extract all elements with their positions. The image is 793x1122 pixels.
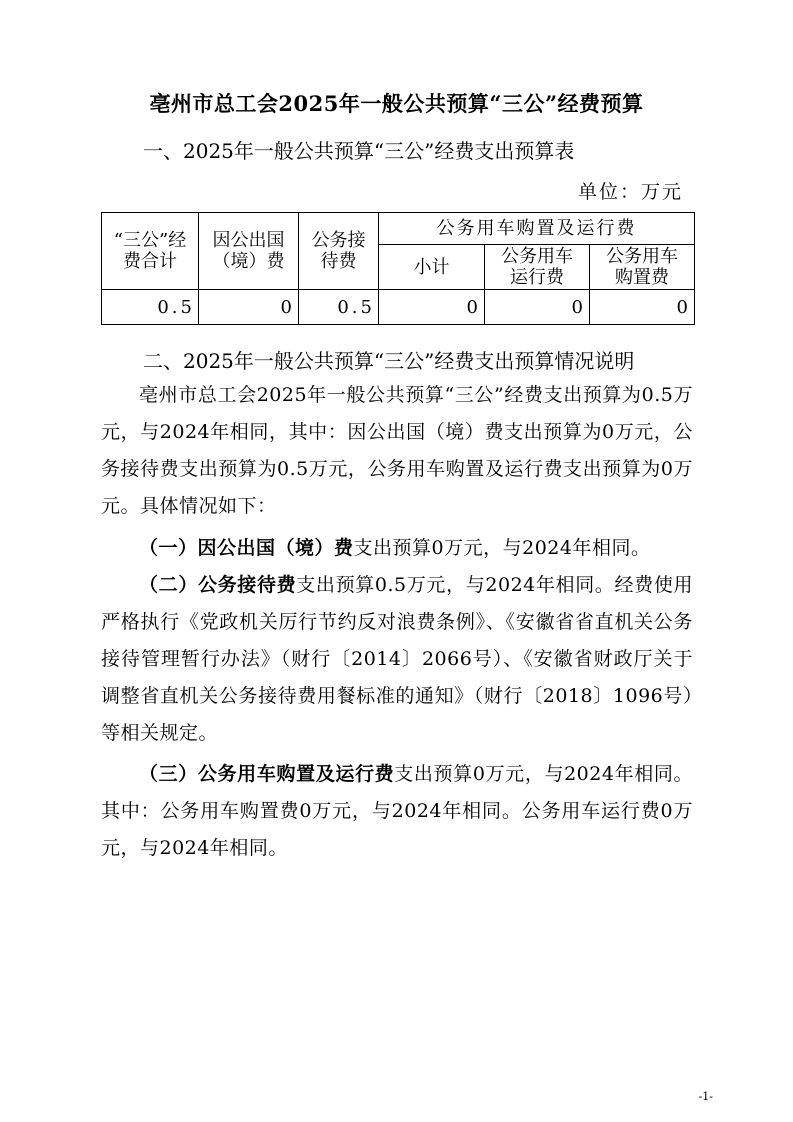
cell-abroad: 0 (199, 290, 299, 325)
item2-text: 支出预算0.5万元，与2024年相同。经费使用严格执行《党政机关厉行节约反对浪费条例》、《安徽省省直机关公务接待管理暂行办法》（财行〔2014〕2066号）、《安徽省财政厅关于调整省直机关公务接待费用餐标准的通知》（财行〔2018〕1096号）等相关规定。 (101, 574, 693, 744)
cell-reception: 0.5 (299, 290, 379, 325)
item2-label: （二）公务接待费 (139, 574, 297, 596)
header-total: “三公”经费合计 (102, 213, 199, 290)
section1-heading: 一、2025年一般公共预算“三公”经费支出预算表 (143, 139, 575, 163)
item3-label: （三）公务用车购置及运行费 (139, 763, 395, 785)
item1-text: 支出预算0万元，与2024年相同。 (353, 537, 651, 559)
item3-text: 支出预算0万元，与2024年相同。其中：公务用车购置费0万元，与2024年相同。公务用车运行费0万元，与2024年相同。 (101, 763, 693, 859)
unit-label: 单位：万元 (577, 181, 683, 203)
cell-vehicle-subtotal: 0 (379, 290, 485, 325)
section2-heading: 二、2025年一般公共预算“三公”经费支出预算情况说明 (143, 349, 635, 373)
header-vehicle-operation: 公务用车运行费 (485, 245, 590, 290)
page-number: -1- (698, 1090, 713, 1103)
item1-label: （一）因公出国（境）费 (139, 537, 354, 559)
header-vehicle-purchase: 公务用车购置费 (590, 245, 695, 290)
cell-vehicle-purchase: 0 (590, 290, 695, 325)
cell-total: 0.5 (102, 290, 199, 325)
budget-table (101, 212, 695, 325)
cell-vehicle-operation: 0 (485, 290, 590, 325)
header-reception: 公务接待费 (299, 213, 379, 290)
item3-paragraph (101, 756, 693, 867)
document-title: 亳州市总工会2025年一般公共预算“三公”经费预算 (149, 91, 644, 116)
item1-paragraph (101, 530, 693, 567)
header-vehicle-subtotal: 小计 (379, 245, 485, 290)
main-paragraph: 亳州市总工会2025年一般公共预算“三公”经费支出预算为0.5万元，与2024年相同，其中：因公出国（境）费支出预算为0万元，公务接待费支出预算为0.5万元，公务用车购置及运行费支出预算为0万元。具体情况如下： (101, 384, 693, 517)
header-vehicle-group: 公务用车购置及运行费 (379, 213, 695, 245)
header-abroad: 因公出国（境）费 (199, 213, 299, 290)
item2-paragraph (101, 567, 693, 752)
